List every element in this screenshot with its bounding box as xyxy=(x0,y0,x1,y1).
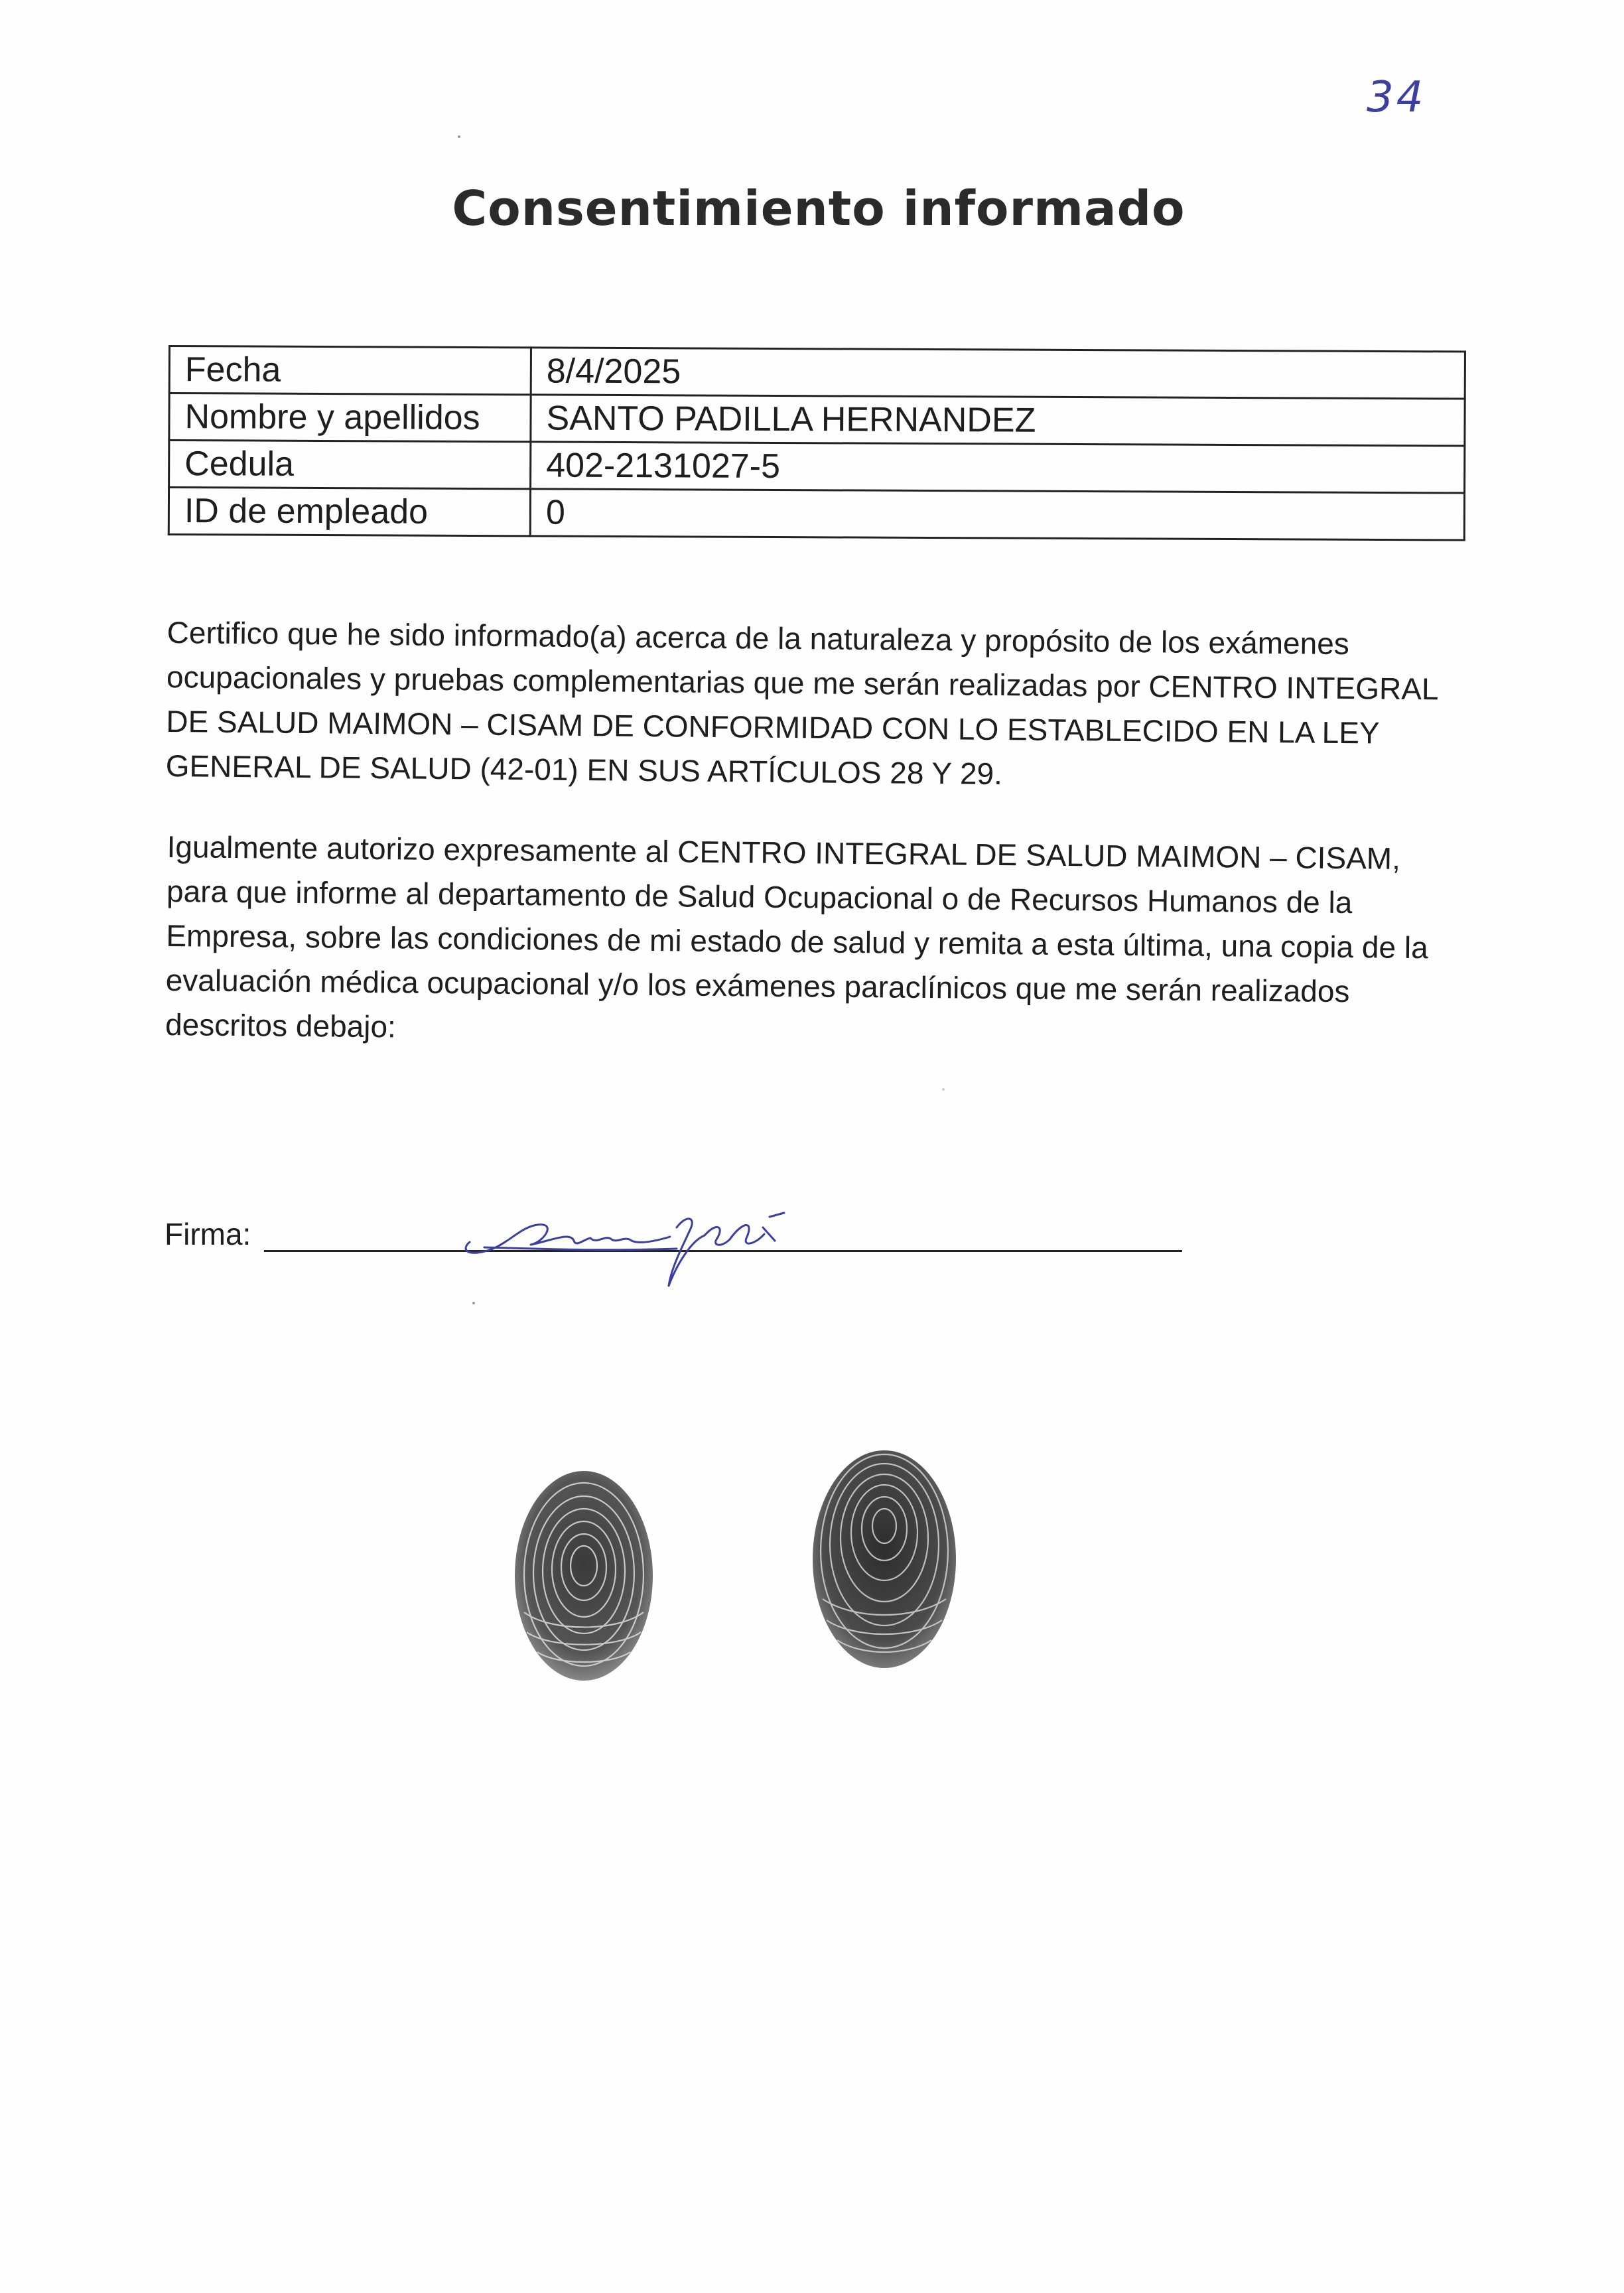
fingerprint-right xyxy=(808,1446,961,1672)
row-value-nombre: SANTO PADILLA HERNANDEZ xyxy=(531,395,1465,446)
scan-speck xyxy=(458,135,460,138)
info-table xyxy=(168,345,1466,541)
row-value-fecha: 8/4/2025 xyxy=(531,348,1465,399)
consent-paragraph-2: Igualmente autorizo expresamente al CENTRO INTEGRAL DE SALUD MAIMON – CISAM, para que informe al departamento de Salud Ocupacional o de Recursos Humanos de la Empresa, sobre las condiciones de mi estado de salud y remita a esta última, una copia de la evaluación médica ocupacional y/o los exámenes paraclínicos que me serán realizados descritos debajo: xyxy=(165,829,1428,1044)
consent-paragraph-1: Certifico que he sido informado(a) acerca de la naturaleza y propósito de los exámenes ocupacionales y pruebas complementarias que me serán realizadas por CENTRO INTEGRAL DE SALUD MAIMON – CISAM DE CONFORMIDAD CON LO ESTABLECIDO EN LA LEY GENERAL DE SALUD (42-01) EN SUS ARTÍCULOS 28 Y 29. xyxy=(165,614,1438,792)
row-label-nombre: Nombre y apellidos xyxy=(169,393,531,442)
row-value-id-empleado: 0 xyxy=(530,489,1464,540)
handwritten-page-number: 34 xyxy=(1367,73,1426,122)
handwritten-signature xyxy=(458,1201,803,1287)
scan-speck xyxy=(472,1302,475,1304)
table-row xyxy=(169,441,1465,494)
row-label-cedula: Cedula xyxy=(169,441,531,489)
table-row xyxy=(169,346,1465,399)
fingerprint-left xyxy=(511,1466,657,1685)
row-label-fecha: Fecha xyxy=(169,346,531,395)
table-row xyxy=(169,488,1464,541)
row-value-cedula: 402-2131027-5 xyxy=(531,442,1465,493)
document-title: Consentimiento informado xyxy=(452,180,1185,236)
signature-label: Firma: xyxy=(165,1217,251,1251)
table-row xyxy=(169,393,1465,447)
row-label-id-empleado: ID de empleado xyxy=(169,488,530,536)
scan-speck xyxy=(942,1088,945,1091)
